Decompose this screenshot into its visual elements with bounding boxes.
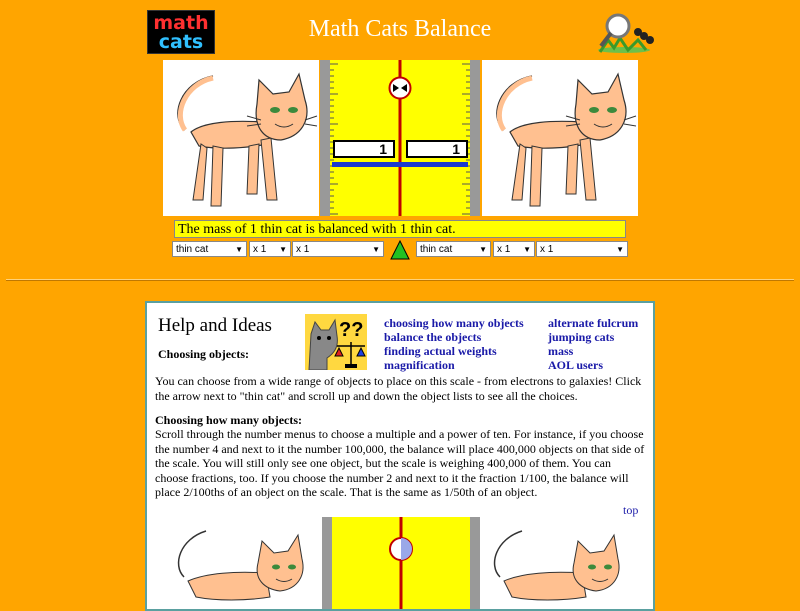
left-object-value: thin cat [176, 244, 209, 255]
link-finding-weights[interactable]: finding actual weights [384, 344, 497, 358]
left-power-value: x 1 [296, 244, 310, 255]
link-jumping-cats[interactable]: jumping cats [548, 330, 615, 344]
right-cat-panel [482, 60, 638, 216]
magnifier-cat-icon[interactable] [594, 10, 658, 54]
balance-triangle-icon[interactable] [390, 240, 410, 260]
left-object-select[interactable] [172, 241, 247, 257]
dropdown-arrow-icon: ▼ [523, 245, 531, 254]
left-multiple-value: x 1 [253, 244, 267, 255]
help-panel [145, 301, 655, 611]
balance-statement: The mass of 1 thin cat is balanced with 1 thin cat. [174, 220, 626, 238]
right-object-value: thin cat [420, 244, 453, 255]
right-multiple-select[interactable] [493, 241, 535, 257]
cat-with-scale-icon [305, 314, 367, 370]
left-power-select[interactable] [292, 241, 384, 257]
right-multiple-value: x 1 [497, 244, 511, 255]
thin-cat-image-right [482, 60, 638, 216]
help-balance-illustration [166, 517, 636, 611]
dropdown-arrow-icon: ▼ [279, 245, 287, 254]
balance-scale [320, 60, 480, 216]
right-object-select[interactable] [416, 241, 491, 257]
help-paragraph-how-many: Scroll through the number menus to choose a multiple and a power of ten. For instance, if you choose the number 4 and next to it the number 100,000, the balance will place 400,000 objects on that side of the scale. You will still only see one object, but the scale is weighing 400,000 of them. You can choose fractions, too. If you choose the number 2 and next to it the fraction 1/100, the balance will place 2/100ths of an object on the scale. That is the same as 1/50th of an object. [155, 427, 645, 499]
left-cat-panel [163, 60, 319, 216]
right-power-value: x 1 [540, 244, 554, 255]
right-weight-box: 1 [406, 140, 468, 158]
help-paragraph-objects: You can choose from a wide range of objects to place on this scale - from electrons to galaxies! Click the arrow next to "thin cat" and scroll up and down the object lists to see all the choices. [155, 374, 642, 403]
help-heading-how-many: Choosing how many objects: [155, 413, 303, 427]
dropdown-arrow-icon: ▼ [616, 245, 624, 254]
dropdown-arrow-icon: ▼ [479, 245, 487, 254]
help-subtitle: Choosing objects: [158, 347, 250, 361]
left-weight-box: 1 [333, 140, 395, 158]
left-multiple-select[interactable] [249, 241, 291, 257]
help-title: Help and Ideas [158, 315, 272, 336]
page-title: Math Cats Balance [308, 16, 492, 42]
link-choosing-how-many[interactable]: choosing how many objects [384, 316, 524, 330]
link-alternate-fulcrum[interactable]: alternate fulcrum [548, 316, 639, 330]
fulcrum-icon[interactable] [388, 76, 412, 100]
top-link[interactable]: top [623, 503, 639, 517]
link-balance-objects[interactable]: balance the objects [384, 330, 482, 344]
logo-line2: cats [158, 31, 204, 53]
thin-cat-image-left [163, 60, 319, 216]
link-mass[interactable]: mass [548, 344, 574, 358]
right-power-select[interactable] [536, 241, 628, 257]
dropdown-arrow-icon: ▼ [235, 245, 243, 254]
link-magnification[interactable]: magnification [384, 358, 455, 372]
link-aol-users[interactable]: AOL users [548, 358, 604, 372]
dropdown-arrow-icon: ▼ [372, 245, 380, 254]
svg-text:??: ?? [339, 319, 364, 341]
section-divider [6, 279, 794, 281]
logo-line1: math [153, 12, 209, 34]
